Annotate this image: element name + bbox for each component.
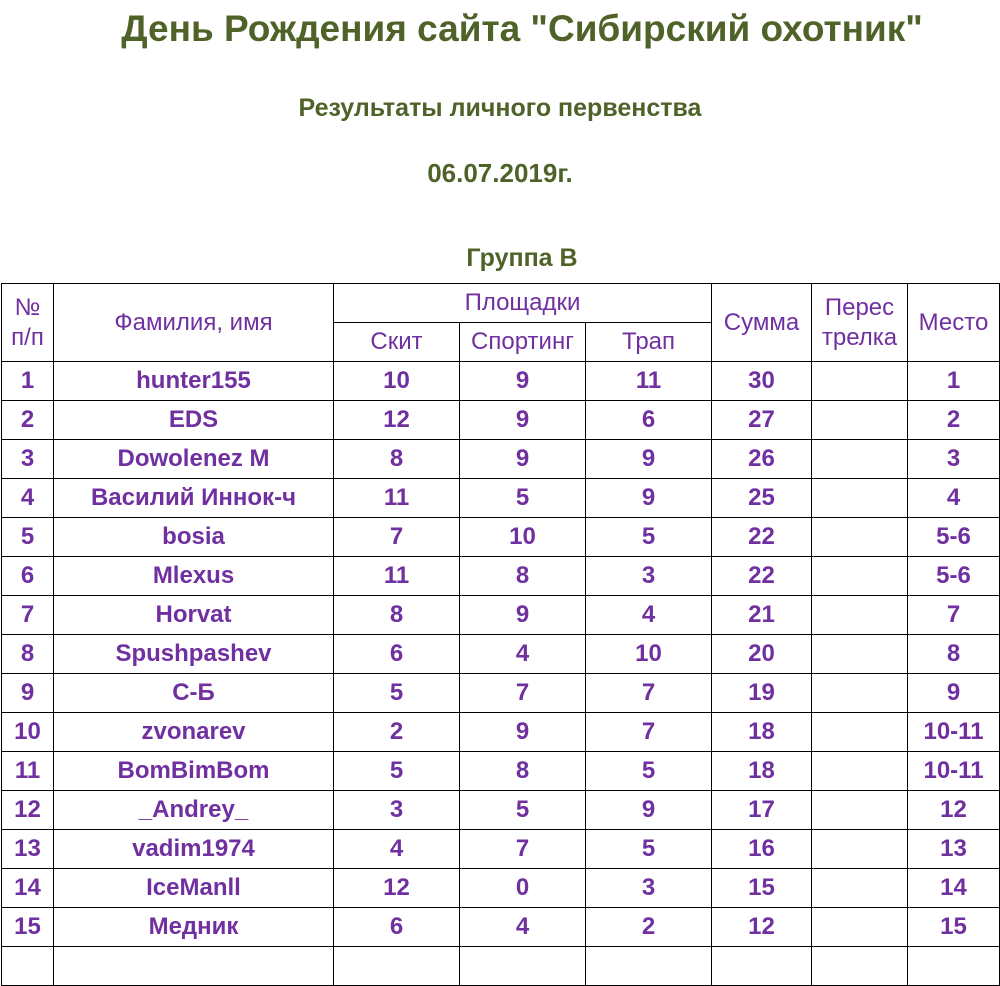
row-number: 13: [2, 830, 54, 869]
trap-score: 2: [586, 908, 712, 947]
shootoff-score: [812, 557, 908, 596]
skeet-score: 5: [334, 674, 460, 713]
row-number: 9: [2, 674, 54, 713]
place: 12: [908, 791, 1000, 830]
trap-score: 5: [586, 752, 712, 791]
total-score: 25: [712, 479, 812, 518]
place: 4: [908, 479, 1000, 518]
participant-name: Horvat: [54, 596, 334, 635]
place: 9: [908, 674, 1000, 713]
table-row: [2, 791, 1000, 830]
header-shootoff: [812, 284, 908, 362]
skeet-score: 2: [334, 713, 460, 752]
total-score: 15: [712, 869, 812, 908]
header-num: [2, 284, 54, 362]
trap-score: 3: [586, 557, 712, 596]
trap-score: 7: [586, 674, 712, 713]
place: 2: [908, 401, 1000, 440]
row-number: 2: [2, 401, 54, 440]
table-row: [2, 908, 1000, 947]
skeet-score: 12: [334, 869, 460, 908]
trap-score: 3: [586, 869, 712, 908]
trap-score: 4: [586, 596, 712, 635]
sporting-score: 9: [460, 440, 586, 479]
shootoff-score: [812, 635, 908, 674]
sporting-score: 8: [460, 557, 586, 596]
place: 5-6: [908, 557, 1000, 596]
total-score: 19: [712, 674, 812, 713]
place: 5-6: [908, 518, 1000, 557]
row-number: 15: [2, 908, 54, 947]
total-score: 16: [712, 830, 812, 869]
participant-name: EDS: [54, 401, 334, 440]
participant-name: Василий Иннок-ч: [54, 479, 334, 518]
header-num-line1: №: [14, 293, 41, 321]
skeet-score: 3: [334, 791, 460, 830]
skeet-score: 8: [334, 596, 460, 635]
participant-name: Spushpashev: [54, 635, 334, 674]
results-table: [1, 283, 1000, 986]
shootoff-score: [812, 908, 908, 947]
table-row: [2, 869, 1000, 908]
header-trap: Трап: [586, 323, 712, 362]
shootoff-score: [812, 596, 908, 635]
trap-score: 11: [586, 362, 712, 401]
shootoff-score: [812, 674, 908, 713]
row-number: 3: [2, 440, 54, 479]
shootoff-score: [812, 518, 908, 557]
total-score: 27: [712, 401, 812, 440]
header-sum: Сумма: [712, 284, 812, 362]
table-row: [2, 635, 1000, 674]
sporting-score: 9: [460, 401, 586, 440]
trap-score: 7: [586, 713, 712, 752]
trap-score: 6: [586, 401, 712, 440]
sporting-score: 7: [460, 674, 586, 713]
participant-name: С-Б: [54, 674, 334, 713]
skeet-score: 5: [334, 752, 460, 791]
header-num-line2: п/п: [11, 323, 44, 351]
total-score: 18: [712, 713, 812, 752]
table-row: [2, 674, 1000, 713]
sporting-score: 9: [460, 713, 586, 752]
empty-cell: [586, 947, 712, 986]
empty-cell: [54, 947, 334, 986]
total-score: 20: [712, 635, 812, 674]
shootoff-score: [812, 791, 908, 830]
sporting-score: 4: [460, 635, 586, 674]
row-number: 10: [2, 713, 54, 752]
shootoff-score: [812, 752, 908, 791]
row-number: 12: [2, 791, 54, 830]
page-title: День Рождения сайта "Сибирский охотник": [121, 8, 923, 49]
results-body: [2, 362, 1000, 986]
total-score: 26: [712, 440, 812, 479]
trap-score: 9: [586, 440, 712, 479]
header-name: Фамилия, имя: [54, 284, 334, 362]
participant-name: zvonarev: [54, 713, 334, 752]
place: 10-11: [908, 713, 1000, 752]
shootoff-score: [812, 869, 908, 908]
page-subtitle: Результаты личного первенства: [298, 94, 702, 122]
row-number: 4: [2, 479, 54, 518]
sporting-score: 5: [460, 479, 586, 518]
empty-cell: [908, 947, 1000, 986]
header-shootoff-line2: трелка: [821, 323, 898, 351]
row-number: 5: [2, 518, 54, 557]
skeet-score: 11: [334, 479, 460, 518]
skeet-score: 6: [334, 635, 460, 674]
shootoff-score: [812, 401, 908, 440]
skeet-score: 7: [334, 518, 460, 557]
table-row: [2, 557, 1000, 596]
header-place: Место: [908, 284, 1000, 362]
skeet-score: 8: [334, 440, 460, 479]
shootoff-score: [812, 440, 908, 479]
empty-cell: [812, 947, 908, 986]
table-row: [2, 362, 1000, 401]
participant-name: bosia: [54, 518, 334, 557]
participant-name: Медник: [54, 908, 334, 947]
empty-cell: [712, 947, 812, 986]
skeet-score: 11: [334, 557, 460, 596]
row-number: 7: [2, 596, 54, 635]
participant-name: Mlexus: [54, 557, 334, 596]
row-number: 6: [2, 557, 54, 596]
table-row: [2, 713, 1000, 752]
participant-name: _Andrey_: [54, 791, 334, 830]
total-score: 30: [712, 362, 812, 401]
sporting-score: 8: [460, 752, 586, 791]
trap-score: 9: [586, 479, 712, 518]
place: 14: [908, 869, 1000, 908]
table-row: [2, 830, 1000, 869]
sporting-score: 10: [460, 518, 586, 557]
empty-cell: [334, 947, 460, 986]
row-number: 8: [2, 635, 54, 674]
table-row: [2, 401, 1000, 440]
place: 1: [908, 362, 1000, 401]
skeet-score: 4: [334, 830, 460, 869]
trap-score: 5: [586, 830, 712, 869]
row-number: 14: [2, 869, 54, 908]
event-date: 06.07.2019г.: [427, 158, 573, 188]
shootoff-score: [812, 362, 908, 401]
participant-name: IceManll: [54, 869, 334, 908]
row-number: 11: [2, 752, 54, 791]
skeet-score: 6: [334, 908, 460, 947]
empty-cell: [2, 947, 54, 986]
sporting-score: 4: [460, 908, 586, 947]
place: 13: [908, 830, 1000, 869]
header-skeet: Скит: [334, 323, 460, 362]
table-row-empty: [2, 947, 1000, 986]
place: 8: [908, 635, 1000, 674]
total-score: 18: [712, 752, 812, 791]
trap-score: 5: [586, 518, 712, 557]
place: 10-11: [908, 752, 1000, 791]
sporting-score: 5: [460, 791, 586, 830]
table-row: [2, 440, 1000, 479]
participant-name: hunter155: [54, 362, 334, 401]
place: 3: [908, 440, 1000, 479]
row-number: 1: [2, 362, 54, 401]
group-label: Группа В: [466, 244, 578, 272]
total-score: 12: [712, 908, 812, 947]
total-score: 22: [712, 518, 812, 557]
participant-name: Dowolenez M: [54, 440, 334, 479]
place: 15: [908, 908, 1000, 947]
skeet-score: 10: [334, 362, 460, 401]
table-row: [2, 479, 1000, 518]
shootoff-score: [812, 479, 908, 518]
empty-cell: [460, 947, 586, 986]
sporting-score: 9: [460, 362, 586, 401]
trap-score: 10: [586, 635, 712, 674]
participant-name: BomBimBom: [54, 752, 334, 791]
total-score: 21: [712, 596, 812, 635]
sporting-score: 9: [460, 596, 586, 635]
skeet-score: 12: [334, 401, 460, 440]
total-score: 17: [712, 791, 812, 830]
table-row: [2, 752, 1000, 791]
header-shootoff-line1: Перес: [824, 293, 895, 321]
shootoff-score: [812, 713, 908, 752]
sporting-score: 7: [460, 830, 586, 869]
header-sporting: Спортинг: [460, 323, 586, 362]
sporting-score: 0: [460, 869, 586, 908]
table-row: [2, 596, 1000, 635]
header-areas: Площадки: [334, 284, 712, 323]
participant-name: vadim1974: [54, 830, 334, 869]
total-score: 22: [712, 557, 812, 596]
table-row: [2, 518, 1000, 557]
place: 7: [908, 596, 1000, 635]
shootoff-score: [812, 830, 908, 869]
trap-score: 9: [586, 791, 712, 830]
